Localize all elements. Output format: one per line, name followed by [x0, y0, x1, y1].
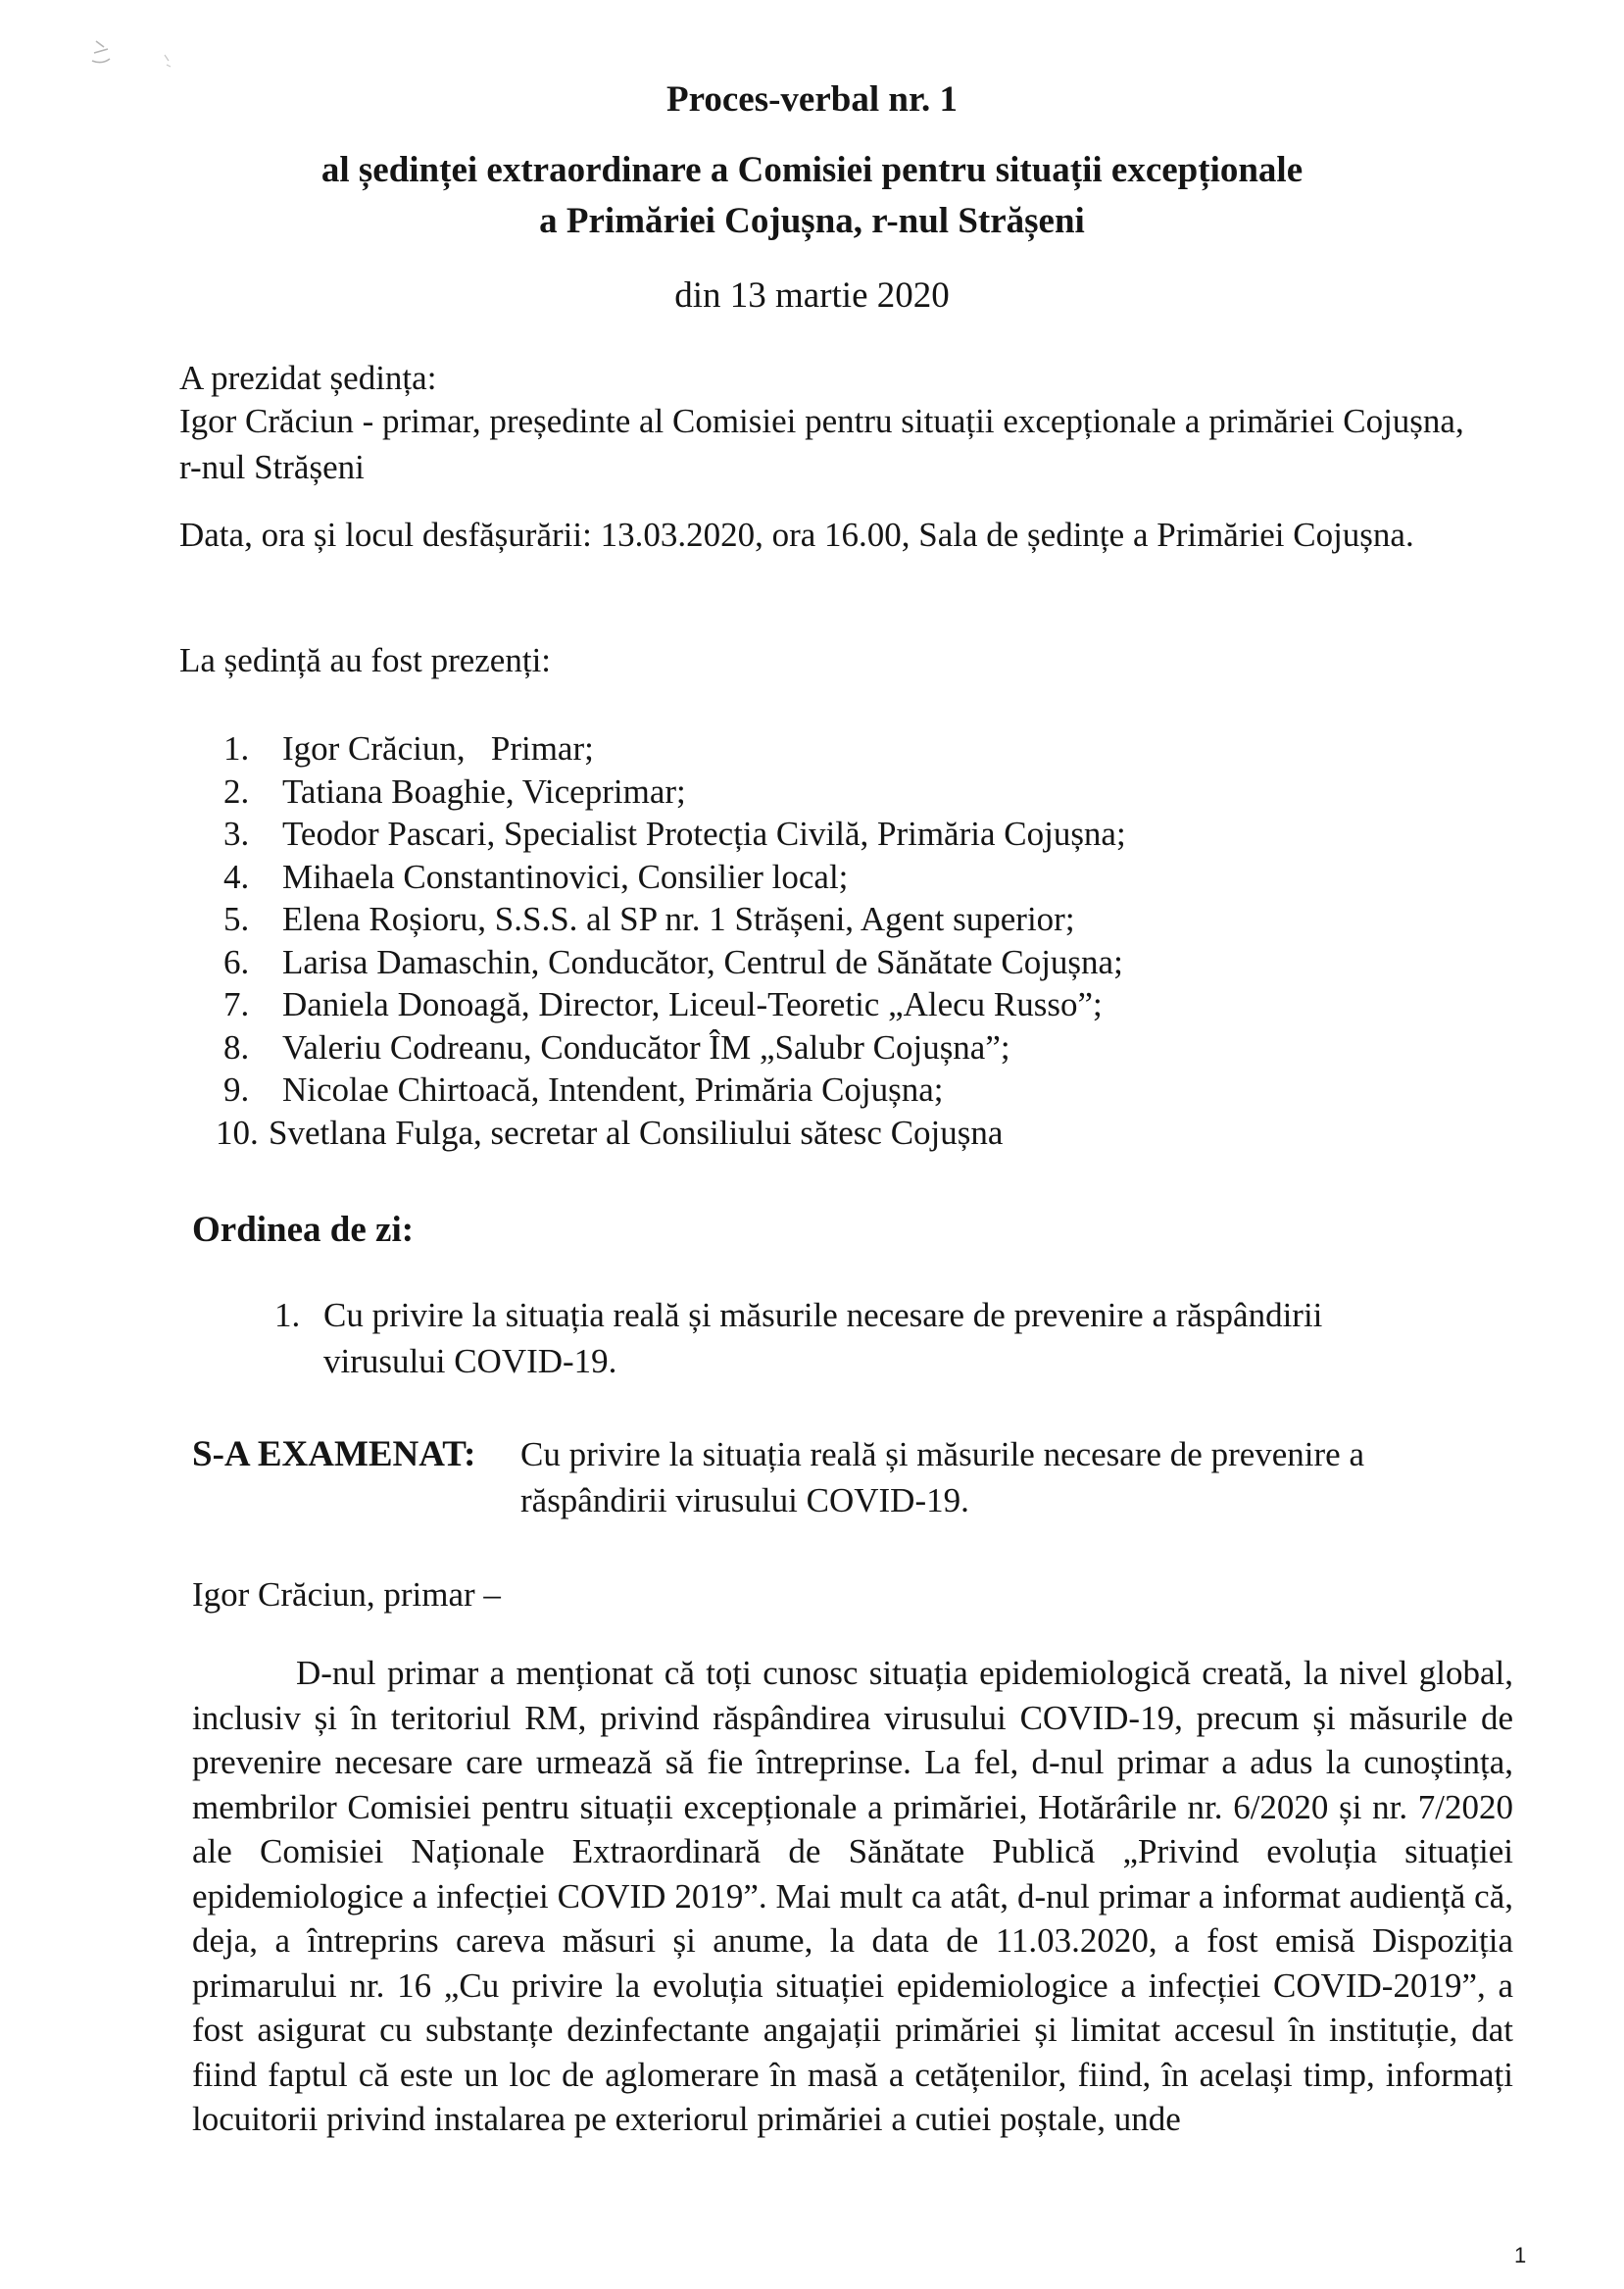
body-paragraph: D-nul primar a menționat că toți cunosc situația epidemiologică creată, la nivel global, inclusiv și în teritoriul RM, privind răspândirea virusului COVID-19, precum și măsurile de prevenire necesare care urmează să fie întreprinse. La fel, d-nul primar a adus la cunoștința, membrilor Comisiei pentru situații excepționale a primăriei, Hotărârile nr. 6/2020 și nr. 7/2020 ale Comisiei Naționale Extraordinară de Sănătate Publică „Privind evoluția situației epidemiologice a infecției COVID 2019”. Mai mult ca atât, d-nul primar a informat audiență că, deja, a întreprins careva măsuri și anume, la data de 11.03.2020, a fost emisă Dispoziția primarului nr. 16 „Cu privire la evoluția situației epidemiologice a infecției COVID-2019”, a fost asigurat cu substanțe dezinfectante angajații primăriei și limitat accesul în instituție, dat fiind faptul că este un loc de aglomerare în masă a cetățenilor, fiind, în același timp, informați locuitorii privind instalarea pe exteriorul primăriei a cutiei poștale, unde	[192, 1654, 1513, 2138]
page-number: 1	[1514, 2243, 1527, 2267]
list-item	[223, 813, 1126, 856]
list-item	[223, 898, 1126, 941]
subtitle-line-1: al ședinței extraordinare a Comisiei pentru situații excepționale	[320, 150, 1304, 190]
list-item	[223, 1069, 1126, 1112]
list-text: Igor Crăciun, Primar;	[282, 729, 594, 768]
list-text: Tatiana Boaghie, Viceprimar;	[282, 771, 686, 811]
examined-label: S-A EXAMENAT:	[192, 1434, 476, 1474]
list-item	[223, 856, 1126, 899]
list-text: Valeriu Codreanu, Conducător ÎM „Salubr Cojușna”;	[282, 1027, 1010, 1067]
list-item	[223, 771, 1126, 814]
document-title: Proces-verbal nr. 1	[666, 79, 958, 120]
list-number: 3.	[223, 815, 250, 853]
scan-artifact-mark	[88, 35, 176, 75]
presided-text: Igor Crăciun - primar, președinte al Comisiei pentru situații excepționale a primăriei Cojușna, r-nul Strășeni	[179, 402, 1464, 486]
list-text: Mihaela Constantinovici, Consilier local;	[282, 857, 849, 896]
agenda-item-text: Cu privire la situația reală și măsurile necesare de prevenire a răspândirii virusului COVID-19.	[323, 1296, 1323, 1380]
list-number: 7.	[223, 985, 250, 1023]
list-number: 1.	[223, 729, 250, 768]
list-number: 9.	[223, 1070, 250, 1109]
agenda-item	[274, 1292, 1451, 1384]
list-text: Daniela Donoagă, Director, Liceul-Teoretic „Alecu Russo”;	[282, 985, 1103, 1023]
agenda-label: Ordinea de zi:	[192, 1210, 415, 1250]
document-subtitle	[0, 145, 1624, 247]
list-number: 4.	[223, 857, 250, 896]
list-text: Nicolae Chirtoacă, Intendent, Primăria Cojușna;	[282, 1070, 944, 1109]
list-number: 2.	[223, 771, 250, 811]
list-number: 8.	[223, 1027, 250, 1067]
list-item	[216, 1112, 1126, 1155]
list-item	[223, 983, 1126, 1026]
meeting-info: Data, ora și locul desfășurării: 13.03.2020, ora 16.00, Sala de ședințe a Primăriei Cojușna.	[179, 516, 1414, 554]
list-text: Elena Roșioru, S.S.S. al SP nr. 1 Strășeni, Agent superior;	[282, 900, 1075, 938]
attendees-list	[216, 727, 1126, 1154]
list-item	[223, 727, 1126, 771]
document-date: din 13 martie 2020	[674, 275, 950, 316]
list-number: 10.	[216, 1113, 259, 1152]
attendees-label: La ședință au fost prezenți:	[179, 641, 552, 679]
subtitle-line-2: a Primăriei Cojușna, r-nul Strășeni	[539, 201, 1085, 241]
list-text: Svetlana Fulga, secretar al Consiliului sătesc Cojușna	[269, 1113, 1004, 1152]
list-text: Teodor Pascari, Specialist Protecția Civilă, Primăria Cojușna;	[282, 815, 1126, 853]
list-item	[223, 941, 1126, 984]
speaker-line: Igor Crăciun, primar –	[192, 1575, 501, 1614]
presided-label: A prezidat ședința:	[179, 359, 437, 397]
list-item	[223, 1026, 1126, 1070]
list-text: Larisa Damaschin, Conducător, Centrul de Sănătate Cojușna;	[282, 942, 1123, 981]
list-number: 6.	[223, 942, 250, 981]
agenda-item-number: 1.	[274, 1296, 301, 1334]
examined-section	[192, 1431, 1496, 1523]
list-number: 5.	[223, 900, 250, 938]
examined-text: Cu privire la situația reală și măsurile necesare de prevenire a răspândirii virusului COVID-19.	[520, 1435, 1364, 1519]
